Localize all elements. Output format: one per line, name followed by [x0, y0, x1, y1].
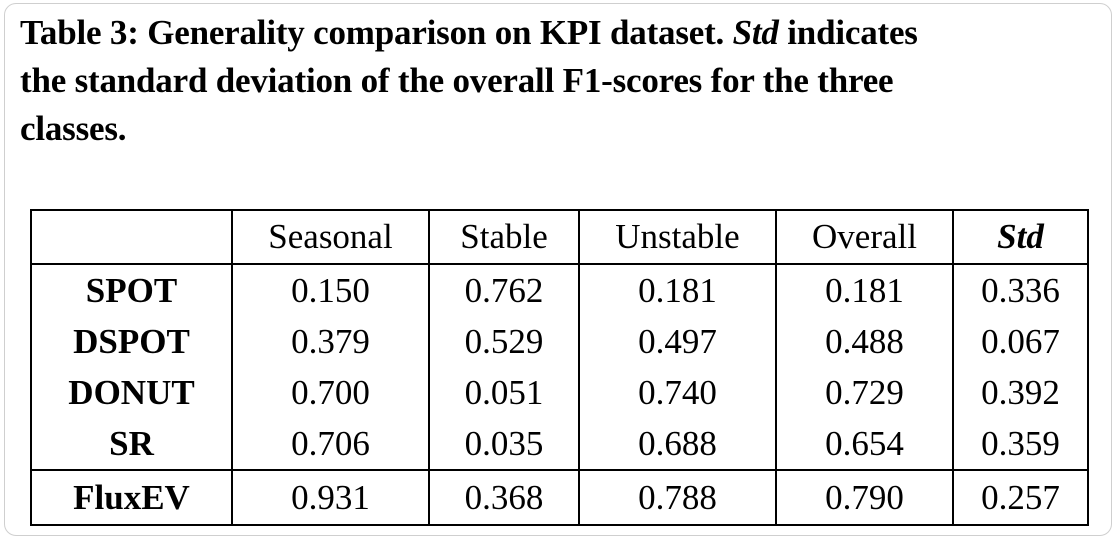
unstable-cell: 0.688	[579, 418, 776, 470]
unstable-cell: 0.497	[579, 316, 776, 367]
stable-cell: 0.368	[429, 470, 579, 525]
table-row-fluxev	[31, 470, 1088, 525]
stable-cell-best: 0.762	[429, 264, 579, 316]
results-table	[30, 209, 1089, 526]
overall-cell: 0.488	[776, 316, 953, 367]
caption-std-term: Std	[732, 13, 779, 52]
std-cell-best: 0.067	[981, 321, 1060, 361]
caption-text-2: indicates	[778, 13, 918, 52]
table-row-spot	[31, 264, 1088, 316]
method-cell: SPOT	[31, 264, 232, 316]
stable-cell: 0.051	[429, 367, 579, 418]
overall-cell: 0.729	[776, 367, 953, 418]
method-cell: SR	[31, 418, 232, 470]
header-cell-overall: Overall	[776, 210, 953, 264]
seasonal-cell: 0.700	[232, 367, 429, 418]
unstable-cell: 0.181	[579, 264, 776, 316]
header-cell-method	[31, 210, 232, 264]
unstable-cell-best: 0.788	[579, 470, 776, 525]
std-cell: 0.359	[981, 423, 1060, 463]
std-cell: 0.257	[953, 470, 1088, 525]
overall-cell: 0.790	[776, 470, 953, 525]
seasonal-cell: 0.379	[232, 316, 429, 367]
overall-cell: 0.654	[776, 418, 953, 470]
std-cell: 0.392	[981, 372, 1060, 412]
header-row	[31, 210, 1088, 264]
caption-line-2: the standard deviation of the overall F1-scores for the three	[20, 61, 894, 100]
caption-line-3: classes.	[20, 109, 127, 148]
unstable-cell: 0.740	[579, 367, 776, 418]
std-cell: 0.336	[981, 270, 1060, 310]
stable-cell: 0.035	[429, 418, 579, 470]
method-cell: FluxEV	[31, 470, 232, 525]
overall-cell: 0.181	[776, 264, 953, 316]
header-cell-std: Std	[953, 210, 1088, 264]
table-caption	[20, 9, 1110, 153]
method-cell: DONUT	[31, 367, 232, 418]
method-cell: DSPOT	[31, 316, 232, 367]
seasonal-cell: 0.706	[232, 418, 429, 470]
table-row-dspot	[31, 316, 1088, 367]
header-cell-stable: Stable	[429, 210, 579, 264]
seasonal-cell: 0.150	[232, 264, 429, 316]
table-row-sr	[31, 418, 1088, 470]
caption-text-1: Table 3: Generality comparison on KPI dataset.	[20, 13, 733, 52]
header-cell-seasonal: Seasonal	[232, 210, 429, 264]
stable-cell: 0.529	[429, 316, 579, 367]
seasonal-cell-best: 0.931	[232, 470, 429, 525]
header-cell-unstable: Unstable	[579, 210, 776, 264]
table-row-donut	[31, 367, 1088, 418]
